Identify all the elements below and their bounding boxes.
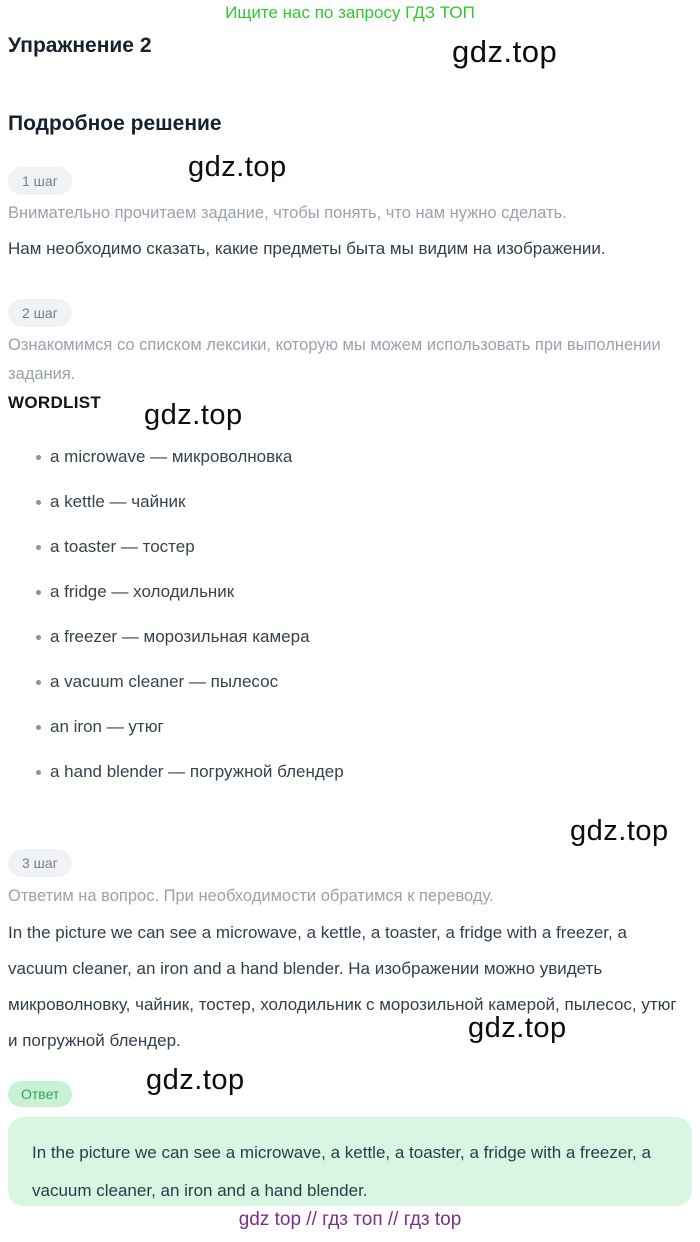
gdz-watermark: gdz.top [570, 815, 669, 847]
wordlist-item [8, 672, 344, 717]
wordlist-item-text: a freezer — морозильная камера [50, 627, 310, 646]
step-3-text: In the picture we can see a microwave, a kettle, a toaster, a fridge with a freezer, a vacuum cleaner, an iron and a hand blender. На изображении можно увидеть микроволновку, чайник, тостер, холодильник с морозильной камерой, пылесос, утюг и погружной блендер. [8, 923, 677, 1050]
exercise-title: Упражнение 2 [8, 34, 152, 57]
bullet-icon [36, 455, 41, 460]
gdz-watermark: gdz.top [146, 1064, 245, 1096]
step-3-description: Ответим на вопрос. При необходимости обратимся к переводу. [8, 887, 494, 905]
wordlist-item-text: a hand blender — погружной блендер [50, 762, 344, 781]
top-search-banner: Ищите нас по запросу ГДЗ ТОП [225, 3, 475, 22]
bullet-icon [36, 590, 41, 595]
wordlist-item [8, 717, 344, 762]
bullet-icon [36, 545, 41, 550]
wordlist-item [8, 582, 344, 627]
gdz-watermark: gdz.top [468, 1012, 567, 1044]
step-1-badge: 1 шаг [8, 167, 72, 195]
step-2-description: Ознакомимся со списком лексики, которую мы можем использовать при выполнении задания. [8, 336, 661, 383]
wordlist-item-text: a microwave — микроволновка [50, 447, 293, 466]
answer-box [8, 1117, 692, 1206]
wordlist-item [8, 762, 344, 807]
wordlist-item [8, 627, 344, 672]
footer-tags: gdz top // гдз топ // гдз top [238, 1209, 462, 1230]
bullet-icon [36, 635, 41, 640]
wordlist-item-text: a vacuum cleaner — пылесос [50, 672, 279, 691]
wordlist-item [8, 537, 344, 582]
wordlist-item-text: an iron — утюг [50, 717, 164, 736]
wordlist-item-text: a toaster — тостер [50, 537, 195, 556]
section-title: Подробное решение [8, 112, 222, 135]
step-1-text: Нам необходимо сказать, какие предметы быта мы видим на изображении. [8, 239, 606, 258]
step-2-badge: 2 шаг [8, 299, 72, 327]
wordlist [8, 447, 344, 807]
bullet-icon [36, 680, 41, 685]
gdz-watermark: gdz.top [144, 399, 243, 431]
step-3-badge: 3 шаг [8, 849, 72, 877]
gdz-watermark: gdz.top [452, 34, 558, 69]
bullet-icon [36, 725, 41, 730]
gdz-watermark: gdz.top [188, 151, 287, 183]
wordlist-item [8, 447, 344, 492]
bullet-icon [36, 770, 41, 775]
wordlist-item-text: a fridge — холодильник [50, 582, 235, 601]
wordlist-item-text: a kettle — чайник [50, 492, 186, 511]
answer-badge: Ответ [8, 1081, 72, 1107]
bullet-icon [36, 500, 41, 505]
answer-text: In the picture we can see a microwave, a kettle, a toaster, a fridge with a freezer, a vacuum cleaner, an iron and a hand blender. [32, 1143, 651, 1200]
step-1-description: Внимательно прочитаем задание, чтобы понять, что нам нужно сделать. [8, 204, 567, 222]
wordlist-item [8, 492, 344, 537]
wordlist-title: WORDLIST [8, 393, 102, 412]
